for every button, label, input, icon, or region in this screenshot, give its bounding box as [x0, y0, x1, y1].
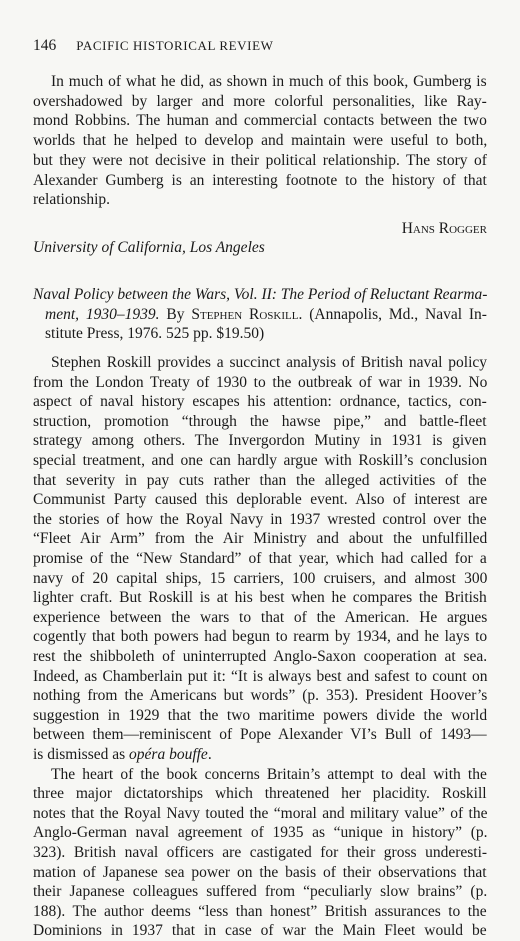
paragraph-line: In much of what he did, as shown in much of this book, Gumberg is — [51, 73, 487, 90]
paragraph-line: 323). British naval officers are castigated for their gross underesti- — [33, 844, 488, 861]
paragraph-line: Alexander Gumberg is an interesting footnote to the history of that — [33, 172, 487, 189]
paragraph-line: experience between the wars to that of the American. He argues — [33, 609, 488, 626]
running-header — [33, 36, 274, 56]
reviewer-affiliation: University of California, Los Angeles — [33, 239, 265, 256]
paragraph-line: is dismissed as opéra bouffe. — [33, 746, 212, 763]
paragraph-line: their Japanese colleagues suffered from “peculiarly slow brains” (p. — [33, 883, 488, 900]
paragraph-line: Communist Party caused this deplorable event. Also of interest are — [33, 491, 488, 508]
book-citation: stitute Press, 1976. 525 pp. $19.50) — [45, 325, 265, 342]
paragraph-line: mond Robbins. The human and commercial contacts between the two — [33, 112, 487, 129]
paragraph-line: cogently that both powers had begun to rearm by 1934, and he lays to — [33, 628, 488, 645]
paragraph-line: nothing from the Americans but words” (p. 353). President Hoover’s — [33, 687, 488, 704]
paragraph-line: aspect of naval history escapes his attention: ordnance, tactics, con- — [33, 393, 487, 410]
paragraph-line: strategy among others. The Invergordon Mutiny in 1931 is given — [33, 432, 487, 449]
paragraph-line: overshadowed by larger and more colorful personalities, like Ray- — [33, 93, 487, 110]
paragraph-line: worlds that he helped to develop and maintain were useful to both, — [33, 132, 488, 149]
paragraph-line: mation of Japanese sea power on the basis of their observations that — [33, 864, 487, 881]
paragraph-line: suggestion in 1929 that the two maritime powers divide the world — [33, 707, 488, 724]
paragraph-line: 188). The author deems “less than honest” British assurances to the — [33, 903, 487, 920]
paragraph-line: Stephen Roskill provides a succinct analysis of British naval policy — [51, 354, 488, 371]
paragraph-line: from the London Treaty of 1930 to the outbreak of war in 1939. No — [33, 374, 488, 391]
paragraph-line: notes that the Royal Navy touted the “moral and military value” of the — [33, 805, 488, 822]
paragraph-line: Dominions in 1937 that in case of war the Main Fleet would be — [33, 922, 487, 939]
book-citation: Naval Policy between the Wars, Vol. II: The Period of Reluctant Rearma- — [33, 286, 488, 303]
running-title: PACIFIC HISTORICAL REVIEW — [76, 38, 274, 53]
reviewer-name: Hans Rogger — [401, 220, 487, 237]
paragraph-line: Anglo-German naval agreement of 1935 as “unique in history” (p. — [33, 824, 488, 841]
paragraph-line: struction, promotion “through the hawse pipe,” and battle-fleet — [33, 413, 487, 430]
paragraph-line: that severity in pay cuts rather than the alleged activities of the — [33, 472, 487, 489]
paragraph-line: special treatment, and one can hardly argue with Roskill’s conclusion — [33, 452, 488, 469]
paragraph-line: navy of 20 capital ships, 15 carriers, 100 cruisers, and almost 300 — [33, 570, 488, 587]
paragraph-line: The heart of the book concerns Britain’s attempt to deal with the — [51, 766, 487, 783]
paragraph-line: “Fleet Air Arm” from the Air Ministry and about the unfulfilled — [33, 530, 488, 547]
book-citation: ment, 1930–1939. By Stephen Roskill. (Annapolis, Md., Naval In- — [45, 306, 487, 323]
paragraph-line: rest the shibboleth of uninterrupted Anglo-Saxon cooperation at sea. — [33, 648, 488, 665]
page-number: 146 — [33, 37, 57, 54]
paragraph-line: three major dictatorships which threatened her placidity. Roskill — [33, 785, 487, 802]
paragraph-line: relationship. — [33, 191, 111, 208]
paragraph-line: lighter craft. But Roskill is at his best when he compares the British — [33, 589, 487, 606]
paragraph-line: promise of the “New Standard” of that year, which had called for a — [33, 550, 487, 567]
paragraph-line: Indeed, as Chamberlain put it: “It is always best and safest to count on — [33, 668, 488, 685]
paragraph-line: the stories of how the Royal Navy in 1937 wrested control over the — [33, 511, 487, 528]
paragraph-line: but they were not decisive in their political relationship. The story of — [33, 152, 487, 169]
paragraph-line: between them—reminiscent of Pope Alexander VI’s Bull of 1493— — [33, 726, 487, 743]
